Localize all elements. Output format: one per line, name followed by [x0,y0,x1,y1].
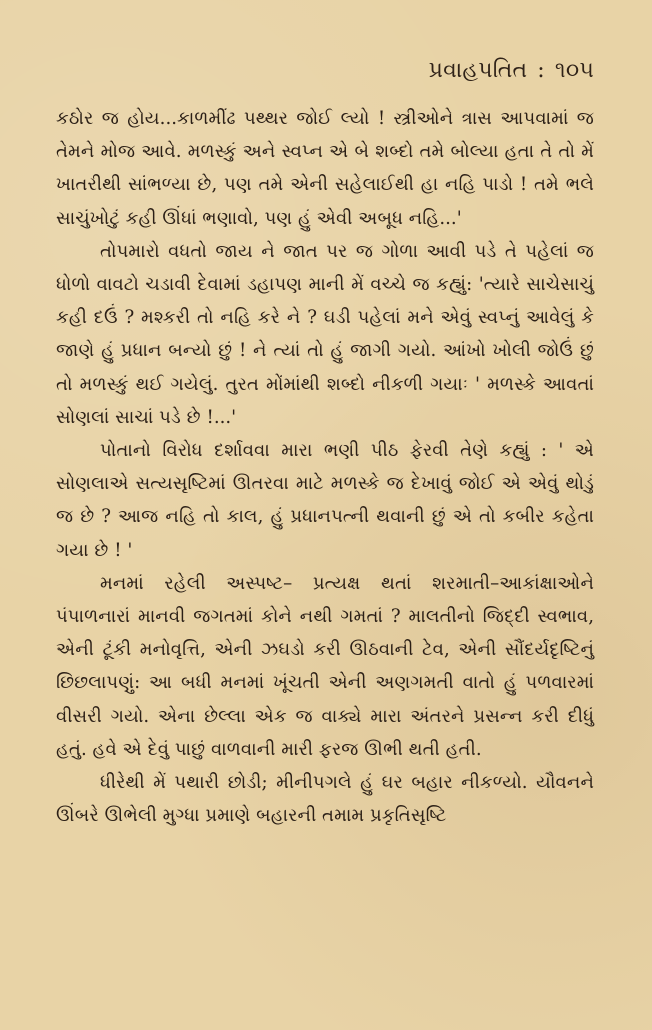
header-separator: : [537,57,545,83]
paragraph-5: ધીરેથી મેં પથારી છોડી; મીનીપગલે હું ઘર બહાર નીકળ્યો. યૌવનને ઊંબરે ઊભેલી મુગ્ધા પ્રમાણે બહારની તમામ પ્રકૃતિસૃષ્ટિ [56,772,594,827]
paragraph-1: કઠોર જ હોય...કાળમીંઢ પથ્થર જોઈ લ્યો ! સ્ત્રીઓને ત્રાસ આપવામાં જ તેમને મોજ આવે. મળસ્કું અને સ્વપ્ન એ બે શબ્દો તમે બોલ્યા હતા તે તો મેં ખાતરીથી સાંભળ્યા છે, પણ તમે એની સહેલાઈથી હા નહિ પાડો ! તમે ભલે સાચુંખોટું કહી ઊંધાં ભણાવો, પણ હું એવી અબૂધ નહિ...' [56,108,594,229]
page-number: ૧૦૫ [554,57,594,83]
paragraph-2: તોપમારો વધતો જાય ને જાત પર જ ગોળા આવી પડે તે પહેલાં જ ધોળો વાવટો ચડાવી દેવામાં ડહાપણ માની મેં વચ્ચે જ કહ્યું: 'ત્યારે સાચેસાચું કહી દઉં ? મશ્કરી તો નહિ કરે ને ? ઘડી પહેલાં મને એવું સ્વપ્નું આવેલું કે જાણે હું પ્રધાન બન્યો છું ! ને ત્યાં તો હું જાગી ગયો. આંખો ખોલી જોઉં છું તો મળસ્કું થઈ ગયેલું. તુરત મોંમાંથી શબ્દો નીકળી ગયાઃ ' મળસ્કે આવતાં સોણલાં સાચાં પડે છે !...' [56,240,594,428]
paragraph-3: પોતાનો વિરોધ દર્શાવવા મારા ભણી પીઠ ફેરવી તેણે કહ્યું : ' એ સોણલાએ સત્યસૃષ્ટિમાં ઊતરવા માટે મળસ્કે જ દેખાવું જોઈ એ એવું થોડું જ છે ? આજ નહિ તો કાલ, હું પ્રધાનપત્ની થવાની છું એ તો કબીર કહેતા ગયા છે ! ' [56,440,594,561]
running-header [56,52,594,88]
chapter-title: પ્રવાહપતિત [428,57,528,83]
paragraph-4: મનમાં રહેલી અસ્પષ્ટ– પ્રત્યક્ષ થતાં શરમાતી–આકાંક્ષાઓને પંપાળનારાં માનવી જગતમાં કોને નથી ગમતાં ? માલતીનો જિદ્દી સ્વભાવ, એની ટૂંકી મનોવૃત્તિ, એની ઝઘડો કરી ઊઠવાની ટેવ, એની સૌંદર્યદૃષ્ટિનું છિછલાપણું: આ બધી મનમાં ખૂંચતી એની અણગમતી વાતો હું પળવારમાં વીસરી ગયો. એના છેલ્લા એક જ વાક્યે મારા અંતરને પ્રસન્ન કરી દીધું હતું. હવે એ દેવું પાછું વાળવાની મારી ફરજ ઊભી થતી હતી. [56,572,594,760]
page-body [56,102,594,832]
